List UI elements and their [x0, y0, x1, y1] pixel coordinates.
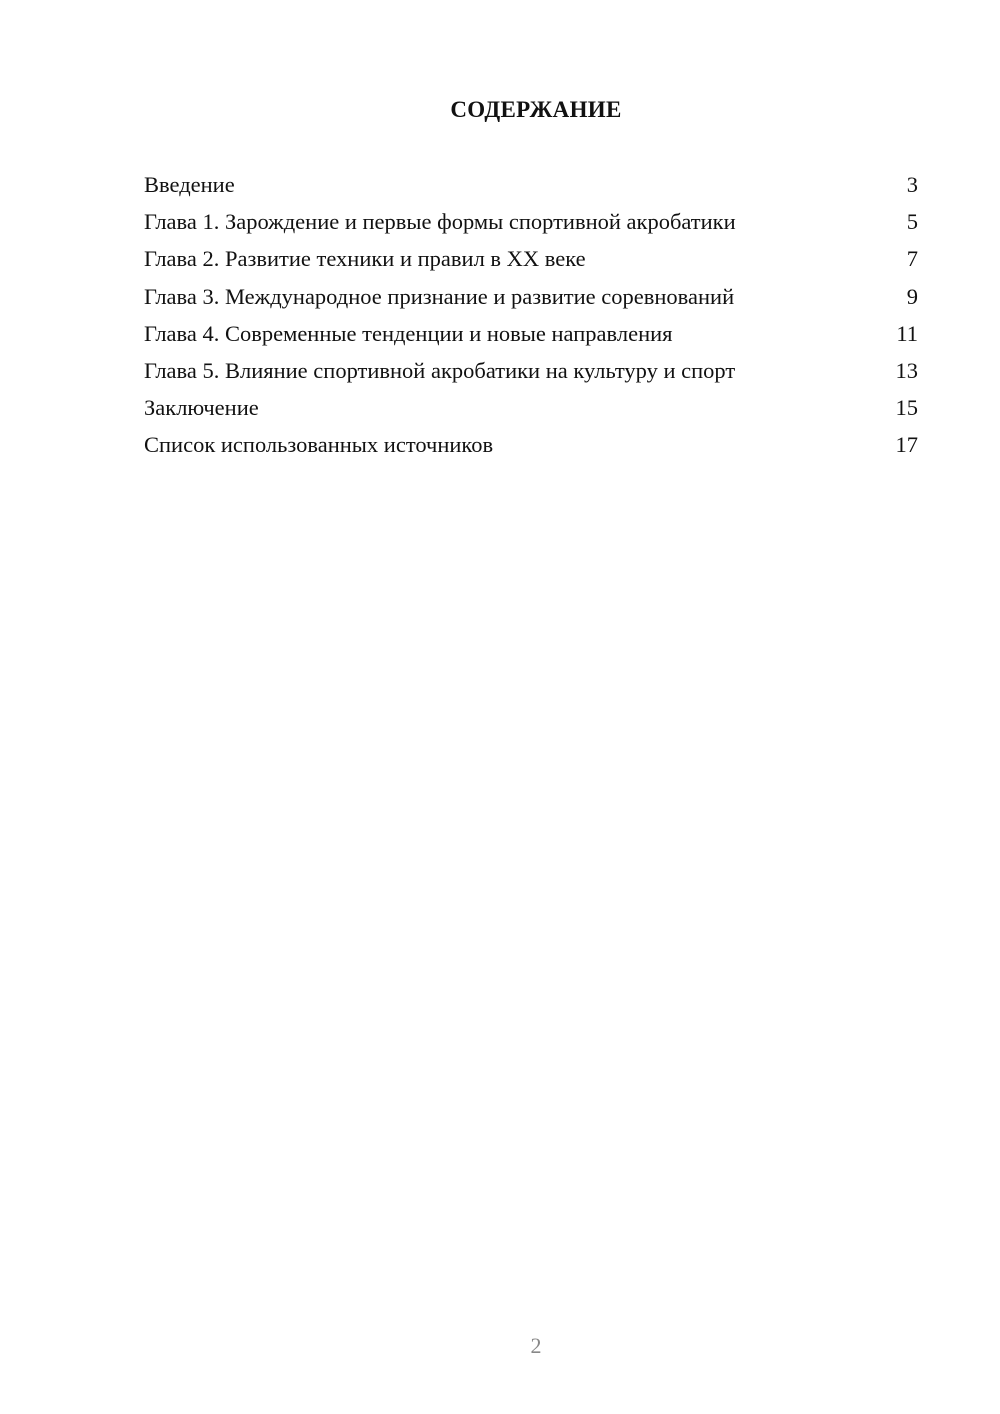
toc-entry-page: 5: [906, 209, 918, 235]
toc-entry-title: Введение: [144, 172, 235, 197]
toc-entry-title: Список использованных источников: [144, 432, 494, 458]
toc-entry-chapter-4[interactable]: [144, 319, 918, 356]
toc-entry-title: Глава 3. Международное признание и развитие соревнований: [144, 283, 735, 309]
toc-entry-page: 7: [906, 246, 918, 272]
toc-entry-title: Глава 1. Зарождение и первые формы спортивной акробатики: [144, 209, 736, 235]
toc-entry-title: Глава 4. Современные тенденции и новые направления: [144, 320, 673, 346]
toc-entry-chapter-3[interactable]: [144, 282, 918, 319]
toc-entry-title: Глава 2. Развитие техники и правил в XX веке: [144, 246, 586, 272]
toc-entry-chapter-2[interactable]: [144, 244, 918, 281]
toc-entry-conclusion[interactable]: [144, 393, 918, 430]
toc-entry-chapter-1[interactable]: [144, 207, 918, 244]
toc-entry-title: Заключение: [144, 395, 259, 421]
toc-entry-page: 11: [896, 320, 918, 346]
table-of-contents: [144, 170, 918, 468]
page-number: 2: [530, 1333, 542, 1358]
toc-entry-references[interactable]: [144, 430, 918, 467]
toc-entry-chapter-5[interactable]: [144, 356, 918, 393]
toc-entry-title: Глава 5. Влияние спортивной акробатики на культуру и спорт: [144, 357, 736, 383]
toc-entry-page: 15: [895, 395, 918, 421]
toc-entry-page: 3: [906, 172, 918, 197]
toc-entry-page: 13: [895, 357, 918, 383]
toc-entry-page: 17: [895, 432, 918, 458]
toc-entry-page: 9: [906, 283, 918, 309]
page-title: СОДЕРЖАНИЕ: [450, 97, 622, 122]
toc-entry-introduction[interactable]: [144, 170, 918, 207]
